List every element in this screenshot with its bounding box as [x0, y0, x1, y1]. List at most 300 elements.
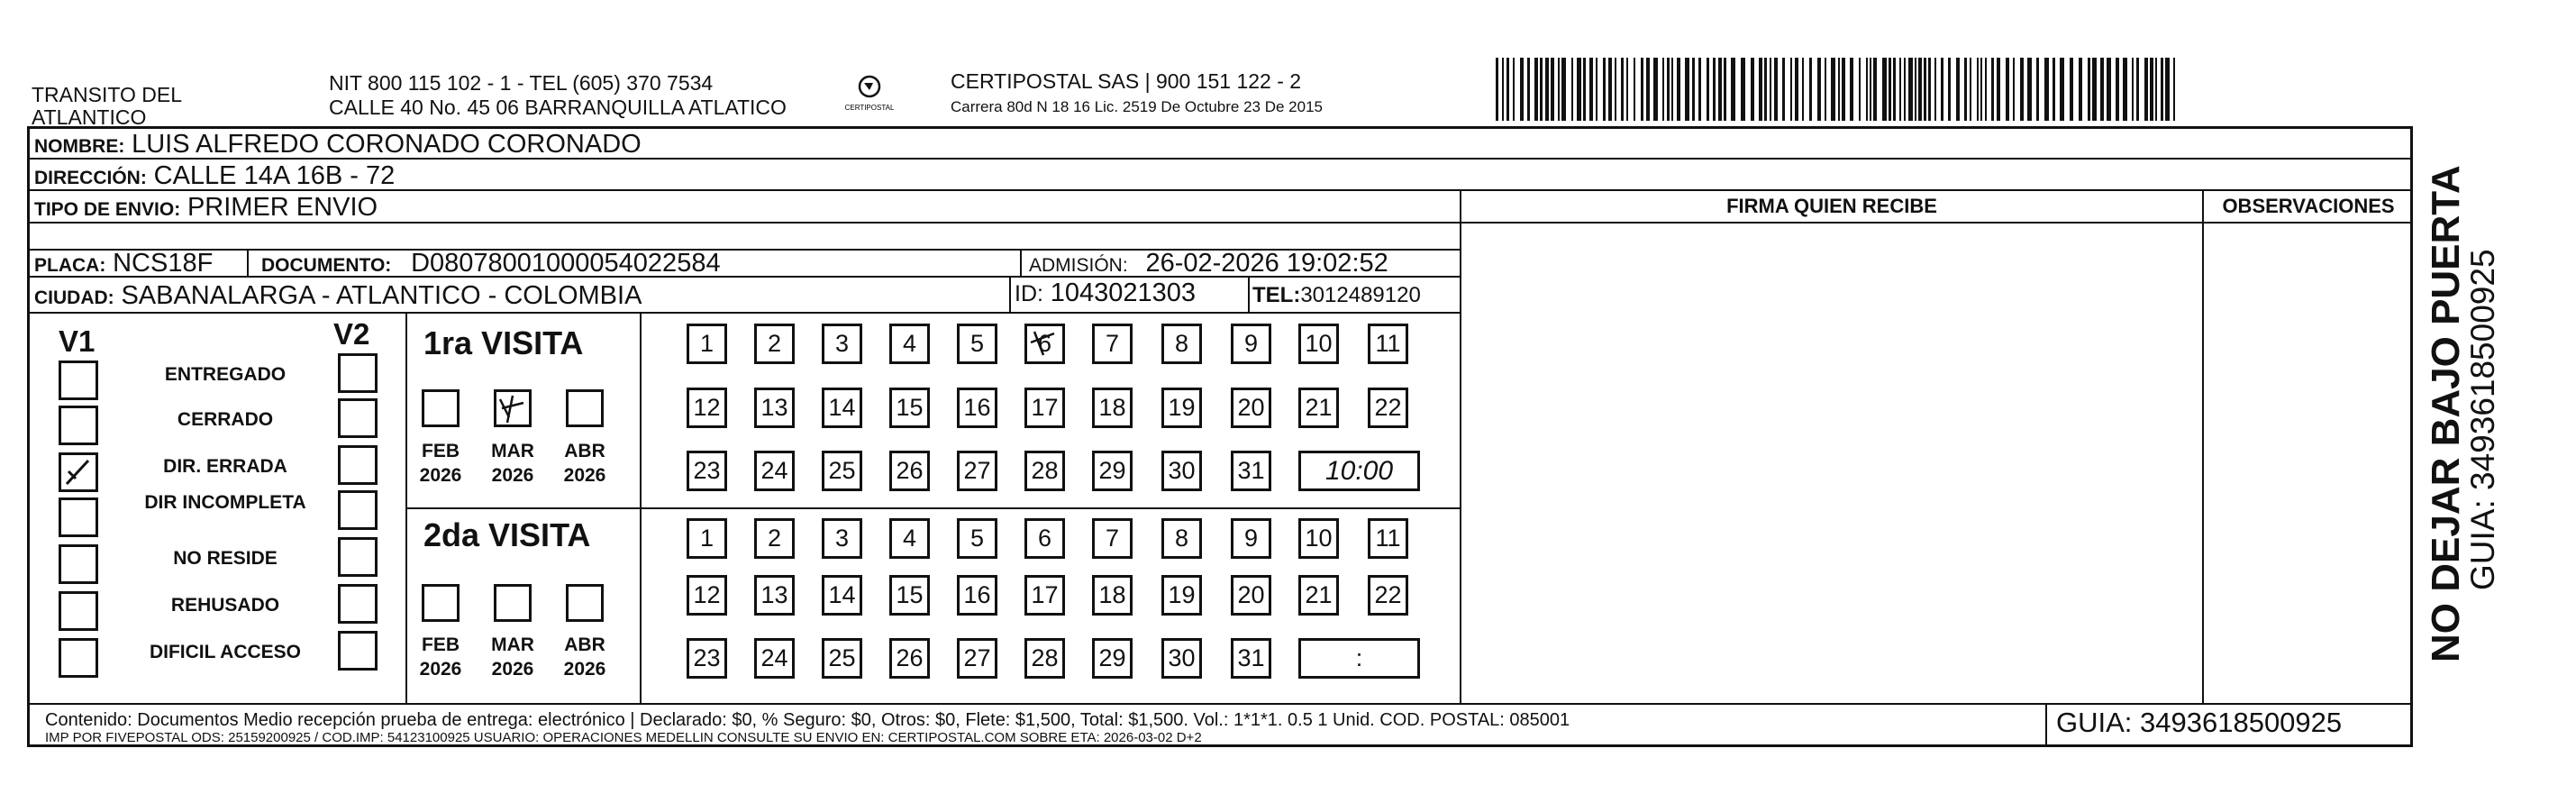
- v1-checkbox[interactable]: [59, 406, 98, 445]
- barcode-bar: [1685, 58, 1689, 121]
- day-box[interactable]: [822, 638, 862, 679]
- day-box[interactable]: [1024, 324, 1065, 364]
- day-box[interactable]: [1368, 518, 1408, 559]
- month-label: FEB 2026: [419, 634, 462, 680]
- day-number: 14: [828, 394, 856, 421]
- v2-checkbox[interactable]: [338, 537, 378, 577]
- day-number: 5: [969, 330, 985, 357]
- direccion-field: [34, 161, 395, 193]
- month-checkbox[interactable]: [422, 584, 460, 622]
- barcode-bar: [1724, 58, 1726, 121]
- day-number: 8: [1174, 330, 1189, 357]
- day-box[interactable]: [1092, 638, 1133, 679]
- day-box[interactable]: [687, 518, 727, 559]
- day-box[interactable]: [687, 451, 727, 491]
- day-box[interactable]: [1161, 324, 1202, 364]
- barcode-bar: [1774, 58, 1778, 121]
- barcode-bar: [1770, 58, 1771, 121]
- barcode-bar: [2092, 58, 2097, 121]
- day-number: 29: [1098, 457, 1126, 484]
- day-number: 1: [699, 330, 715, 357]
- barcode-bar: [1918, 58, 1922, 121]
- day-box[interactable]: [754, 518, 795, 559]
- barcode-bar: [1866, 58, 1868, 121]
- barcode-bar: [2036, 58, 2039, 121]
- observaciones-header: OBSERVACIONES: [2222, 195, 2395, 217]
- month-label: ABR 2026: [563, 441, 606, 486]
- day-number: 3: [834, 330, 850, 357]
- nombre-label: NOMBRE:: [34, 136, 125, 157]
- time-field[interactable]: :: [1298, 638, 1420, 679]
- direccion-label: DIRECCIÓN:: [34, 168, 147, 188]
- sender-nit: NIT 800 115 102 - 1 - TEL (605) 370 7534: [329, 71, 714, 95]
- day-number: 10: [1305, 525, 1333, 552]
- status-label: CERRADO: [177, 409, 274, 430]
- day-number: 7: [1105, 330, 1120, 357]
- footer-guia: GUIA: 3493618500925: [2056, 707, 2343, 738]
- ciudad-label: CIUDAD:: [34, 287, 114, 308]
- barcode-bar: [1899, 58, 1901, 121]
- barcode-bar: [1802, 58, 1804, 121]
- barcode-bar: [1667, 58, 1670, 121]
- barcode: [1496, 58, 2176, 121]
- certipostal-logo: [842, 70, 897, 115]
- barcode-bar: [1964, 58, 1967, 121]
- barcode-bar: [2060, 58, 2064, 121]
- day-box[interactable]: [1368, 324, 1408, 364]
- barcode-bar: [1870, 58, 1871, 121]
- day-number: 14: [828, 581, 856, 608]
- day-box[interactable]: [1231, 324, 1271, 364]
- day-number: 9: [1243, 330, 1259, 357]
- barcode-bar: [1948, 58, 1951, 121]
- day-number: 31: [1237, 644, 1265, 671]
- day-number: 6: [1037, 525, 1052, 552]
- v1-checkbox[interactable]: [59, 591, 98, 631]
- day-box[interactable]: [754, 575, 795, 616]
- barcode-bar: [1698, 58, 1701, 121]
- barcode-bar: [2044, 58, 2049, 121]
- check-mark-icon: [61, 455, 96, 489]
- day-number: 21: [1305, 581, 1333, 608]
- barcode-bar: [1741, 58, 1745, 121]
- day-box[interactable]: [1298, 388, 1339, 428]
- sender-address: CALLE 40 No. 45 06 BARRANQUILLA ATLATICO: [329, 96, 787, 119]
- day-box[interactable]: [1092, 324, 1133, 364]
- barcode-bar: [2027, 58, 2032, 121]
- day-box[interactable]: [957, 451, 997, 491]
- barcode-bar: [1859, 58, 1861, 121]
- v1-header: V1: [59, 324, 96, 358]
- day-box[interactable]: [822, 388, 862, 428]
- barcode-bar: [1502, 58, 1504, 121]
- id-label: ID:: [1015, 281, 1043, 306]
- day-box[interactable]: [687, 388, 727, 428]
- placa-label: PLACA:: [34, 255, 106, 276]
- day-box[interactable]: [1161, 638, 1202, 679]
- day-number: 30: [1168, 644, 1196, 671]
- nombre-value: LUIS ALFREDO CORONADO CORONADO: [132, 130, 642, 159]
- footer-imp: IMP POR FIVEPOSTAL ODS: 25159200925 / COD.IMP: 54123100925 USUARIO: OPERACIONES MEDELLIN CONSULTE SU ENVIO EN: CERTIPOSTAL.COM SOBRE ETA: 2026-03-02 D+2: [45, 730, 1202, 745]
- visit2-title: 2da VISITA: [423, 516, 591, 553]
- footer-content: Contenido: Documentos Medio recepción prueba de entrega: electrónico | Declarado: $0, % Seguro: $0, Otros: $0, Flete: $1,500, Total: $1,500. Vol.: 1*1*1. 0.5 1 Unid. COD. POSTAL: 085001: [45, 710, 1570, 730]
- barcode-bar: [1985, 58, 1987, 121]
- barcode-bar: [1583, 58, 1586, 121]
- month-checkbox[interactable]: [494, 584, 532, 622]
- barcode-bar: [1970, 58, 1971, 121]
- id-value: 1043021303: [1050, 278, 1197, 307]
- day-box[interactable]: [1298, 324, 1339, 364]
- day-number: 15: [896, 394, 924, 421]
- day-number: 13: [760, 581, 788, 608]
- day-box[interactable]: [1368, 575, 1408, 616]
- barcode-bar: [2155, 58, 2157, 121]
- side-guia: GUIA: 3493618500925: [2464, 249, 2501, 590]
- placa-value: NCS18F: [113, 249, 214, 278]
- barcode-bar: [2173, 58, 2175, 121]
- barcode-bar: [2070, 58, 2073, 121]
- day-box[interactable]: [957, 575, 997, 616]
- day-number: 5: [969, 525, 985, 552]
- barcode-bar: [1809, 58, 1812, 121]
- barcode-bar: [1882, 58, 1887, 121]
- day-box[interactable]: [957, 324, 997, 364]
- day-box[interactable]: [1231, 518, 1271, 559]
- day-box[interactable]: [1161, 575, 1202, 616]
- tipo-envio-value: PRIMER ENVIO: [187, 193, 378, 222]
- day-box[interactable]: [1092, 518, 1133, 559]
- barcode-bar: [1671, 58, 1673, 121]
- day-number: 2: [767, 525, 782, 552]
- barcode-bar: [1956, 58, 1960, 121]
- check-mark-icon: [496, 392, 529, 424]
- barcode-bar: [1641, 58, 1643, 121]
- day-box[interactable]: [754, 388, 795, 428]
- day-number: 9: [1243, 525, 1259, 552]
- barcode-bar: [2053, 58, 2055, 121]
- courier-address: Carrera 80d N 18 16 Lic. 2519 De Octubre 23 De 2015: [951, 98, 1323, 115]
- barcode-bar: [1850, 58, 1853, 121]
- day-number: 12: [693, 394, 721, 421]
- day-box[interactable]: [1231, 575, 1271, 616]
- day-number: 18: [1098, 581, 1126, 608]
- day-number: 12: [693, 581, 721, 608]
- barcode-bar: [1626, 58, 1628, 121]
- day-number: 7: [1105, 525, 1120, 552]
- day-box[interactable]: [1024, 518, 1065, 559]
- day-number: 11: [1375, 525, 1401, 552]
- documento-value: D08078001000054022584: [411, 249, 721, 278]
- firma-header: FIRMA QUIEN RECIBE: [1726, 195, 1937, 217]
- day-box[interactable]: [1161, 451, 1202, 491]
- day-number: 3: [834, 525, 850, 552]
- barcode-bar: [1831, 58, 1835, 121]
- barcode-bar: [2132, 58, 2134, 121]
- day-number: 27: [963, 644, 991, 671]
- nombre-field: [34, 130, 642, 161]
- barcode-bar: [2150, 58, 2153, 121]
- barcode-bar: [1934, 58, 1936, 121]
- id-field: [1015, 278, 1196, 308]
- barcode-bar: [1506, 58, 1509, 121]
- barcode-bar: [1731, 58, 1735, 121]
- barcode-bar: [1889, 58, 1891, 121]
- day-box[interactable]: [1368, 388, 1408, 428]
- v2-checkbox[interactable]: [338, 584, 378, 624]
- v2-checkbox[interactable]: [338, 445, 378, 485]
- barcode-bar: [1558, 58, 1560, 121]
- status-label: ENTREGADO: [164, 364, 287, 385]
- barcode-bar: [1782, 58, 1785, 121]
- v2-checkbox[interactable]: [338, 353, 378, 393]
- barcode-bar: [1980, 58, 1982, 121]
- day-box[interactable]: [1231, 451, 1271, 491]
- barcode-bar: [1513, 58, 1515, 121]
- barcode-bar: [1520, 58, 1524, 121]
- month-checkbox[interactable]: [566, 584, 604, 622]
- day-box[interactable]: [1231, 638, 1271, 679]
- day-number: 17: [1031, 394, 1059, 421]
- day-box[interactable]: [1092, 575, 1133, 616]
- barcode-bar: [1545, 58, 1549, 121]
- day-number: 30: [1168, 457, 1196, 484]
- month-label: FEB 2026: [419, 441, 462, 486]
- barcode-bar: [1759, 58, 1762, 121]
- barcode-bar: [1991, 58, 1994, 121]
- barcode-bar: [1941, 58, 1943, 121]
- barcode-bar: [2013, 58, 2015, 121]
- barcode-bar: [1551, 58, 1554, 121]
- barcode-bar: [1577, 58, 1581, 121]
- admision-field: [1029, 249, 1388, 280]
- day-number: 19: [1168, 581, 1196, 608]
- day-box[interactable]: [687, 575, 727, 616]
- barcode-bar: [1615, 58, 1616, 121]
- day-box[interactable]: [754, 324, 795, 364]
- ciudad-field: [34, 281, 642, 313]
- time-field[interactable]: 10:00: [1298, 451, 1420, 491]
- day-number: 10: [1305, 330, 1333, 357]
- barcode-bar: [1718, 58, 1722, 121]
- direccion-value: CALLE 14A 16B - 72: [153, 161, 396, 190]
- barcode-bar: [2100, 58, 2104, 121]
- day-box[interactable]: [1024, 575, 1065, 616]
- day-box[interactable]: [1161, 388, 1202, 428]
- barcode-bar: [1589, 58, 1593, 121]
- barcode-bar: [2006, 58, 2009, 121]
- barcode-bar: [1527, 58, 1530, 121]
- day-number: 25: [828, 457, 856, 484]
- barcode-bar: [1677, 58, 1680, 121]
- day-number: 23: [693, 457, 721, 484]
- barcode-bar: [2088, 58, 2090, 121]
- barcode-bar: [1795, 58, 1798, 121]
- v1-checkbox[interactable]: [59, 497, 98, 537]
- day-box[interactable]: [687, 638, 727, 679]
- barcode-bar: [1608, 58, 1612, 121]
- day-number: 19: [1168, 394, 1196, 421]
- courier-name: CERTIPOSTAL SAS | 900 151 122 - 2: [951, 69, 1302, 93]
- barcode-bar: [1904, 58, 1906, 121]
- side-warning: NO DEJAR BAJO PUERTA: [2424, 165, 2468, 662]
- barcode-bar: [1751, 58, 1754, 121]
- barcode-bar: [1825, 58, 1826, 121]
- check-mark-icon: [1027, 326, 1063, 362]
- v1-checkbox[interactable]: [59, 638, 98, 678]
- month-label: MAR 2026: [491, 441, 534, 486]
- ciudad-value: SABANALARGA - ATLANTICO - COLOMBIA: [121, 281, 642, 310]
- day-box[interactable]: [1024, 451, 1065, 491]
- barcode-bar: [1534, 58, 1538, 121]
- day-number: 25: [828, 644, 856, 671]
- month-checkbox[interactable]: [566, 389, 604, 427]
- v1-checkbox[interactable]: [59, 544, 98, 584]
- tel-field: [1252, 281, 1421, 310]
- day-box[interactable]: [1024, 638, 1065, 679]
- barcode-bar: [1707, 58, 1709, 121]
- day-box[interactable]: [1231, 388, 1271, 428]
- v2-checkbox[interactable]: [338, 631, 378, 671]
- documento-field: [261, 249, 721, 280]
- barcode-bar: [1496, 58, 1498, 121]
- day-number: 23: [693, 644, 721, 671]
- day-box[interactable]: [957, 518, 997, 559]
- barcode-bar: [1653, 58, 1658, 121]
- v2-checkbox[interactable]: [338, 490, 378, 530]
- v1-checkbox[interactable]: [59, 452, 98, 492]
- sender-name-line1: TRANSITO DEL: [32, 83, 182, 106]
- day-number: 22: [1374, 581, 1402, 608]
- barcode-bar: [1603, 58, 1606, 121]
- barcode-bar: [1838, 58, 1840, 121]
- barcode-bar: [1928, 58, 1931, 121]
- barcode-bar: [1634, 58, 1635, 121]
- month-label: ABR 2026: [563, 634, 606, 680]
- day-box[interactable]: [1092, 388, 1133, 428]
- barcode-bar: [1561, 58, 1566, 121]
- day-box[interactable]: [822, 518, 862, 559]
- day-box[interactable]: [1161, 518, 1202, 559]
- status-label: NO RESIDE: [173, 548, 278, 569]
- logo-icon: [842, 70, 897, 115]
- status-label: DIR INCOMPLETA: [144, 492, 306, 513]
- barcode-bar: [1540, 58, 1543, 121]
- barcode-bar: [2144, 58, 2148, 121]
- month-checkbox[interactable]: [494, 389, 532, 427]
- day-box[interactable]: [1298, 575, 1339, 616]
- day-number: 16: [963, 394, 991, 421]
- day-box[interactable]: [822, 324, 862, 364]
- day-number: 13: [760, 394, 788, 421]
- day-box[interactable]: [687, 324, 727, 364]
- placa-field: [34, 249, 213, 280]
- barcode-bar: [1842, 58, 1845, 121]
- day-box[interactable]: [889, 575, 930, 616]
- day-box[interactable]: [822, 575, 862, 616]
- day-number: 18: [1098, 394, 1126, 421]
- barcode-bar: [2136, 58, 2139, 121]
- barcode-bar: [2165, 58, 2170, 121]
- day-box[interactable]: [754, 638, 795, 679]
- visit1-title: 1ra VISITA: [423, 324, 584, 361]
- tel-value: 3012489120: [1300, 283, 1421, 307]
- v1-checkbox[interactable]: [59, 360, 98, 400]
- tel-label: TEL:: [1252, 283, 1301, 307]
- barcode-bar: [1713, 58, 1716, 121]
- month-checkbox[interactable]: [422, 389, 460, 427]
- day-number: 24: [760, 457, 788, 484]
- day-number: 28: [1031, 457, 1059, 484]
- barcode-bar: [2079, 58, 2082, 121]
- day-number: 2: [767, 330, 782, 357]
- day-number: 22: [1374, 394, 1402, 421]
- day-box[interactable]: [889, 518, 930, 559]
- day-box[interactable]: [1024, 388, 1065, 428]
- barcode-bar: [1915, 58, 1916, 121]
- day-box[interactable]: [957, 638, 997, 679]
- barcode-bar: [2161, 58, 2163, 121]
- barcode-bar: [1596, 58, 1597, 121]
- day-number: 17: [1031, 581, 1059, 608]
- day-number: 8: [1174, 525, 1189, 552]
- admision-value: 26-02-2026 19:02:52: [1145, 249, 1388, 278]
- barcode-bar: [1571, 58, 1573, 121]
- status-label: DIFICIL ACCESO: [149, 642, 301, 662]
- day-number: 26: [896, 644, 924, 671]
- barcode-bar: [1662, 58, 1664, 121]
- day-number: 1: [699, 525, 715, 552]
- documento-label: DOCUMENTO:: [261, 255, 392, 276]
- day-number: 4: [902, 330, 917, 357]
- day-box[interactable]: [754, 451, 795, 491]
- day-number: 11: [1375, 330, 1401, 357]
- day-box[interactable]: [889, 324, 930, 364]
- day-box[interactable]: [889, 451, 930, 491]
- barcode-bar: [1621, 58, 1624, 121]
- day-box[interactable]: [1092, 451, 1133, 491]
- tipo-envio-field: [34, 193, 378, 224]
- barcode-bar: [1646, 58, 1650, 121]
- barcode-bar: [1817, 58, 1821, 121]
- day-box[interactable]: [1298, 518, 1339, 559]
- month-label: MAR 2026: [491, 634, 534, 680]
- day-number: 28: [1031, 644, 1059, 671]
- barcode-bar: [1893, 58, 1896, 121]
- day-box[interactable]: [889, 638, 930, 679]
- day-number: 20: [1237, 394, 1265, 421]
- day-box[interactable]: [957, 388, 997, 428]
- barcode-bar: [2020, 58, 2024, 121]
- barcode-bar: [1790, 58, 1792, 121]
- day-box[interactable]: [822, 451, 862, 491]
- status-label: DIR. ERRADA: [163, 456, 287, 477]
- day-box[interactable]: [889, 388, 930, 428]
- day-number: 31: [1237, 457, 1265, 484]
- tipo-envio-label: TIPO DE ENVIO:: [34, 199, 181, 220]
- day-number: 20: [1237, 581, 1265, 608]
- day-number: 26: [896, 457, 924, 484]
- barcode-bar: [2107, 58, 2111, 121]
- barcode-bar: [2116, 58, 2119, 121]
- barcode-bar: [1977, 58, 1979, 121]
- v2-checkbox[interactable]: [338, 398, 378, 438]
- status-label: REHUSADO: [170, 595, 280, 616]
- day-number: 6: [1037, 330, 1052, 357]
- day-number: 16: [963, 581, 991, 608]
- day-number: 15: [896, 581, 924, 608]
- v2-header: V2: [333, 317, 370, 351]
- day-number: 21: [1305, 394, 1333, 421]
